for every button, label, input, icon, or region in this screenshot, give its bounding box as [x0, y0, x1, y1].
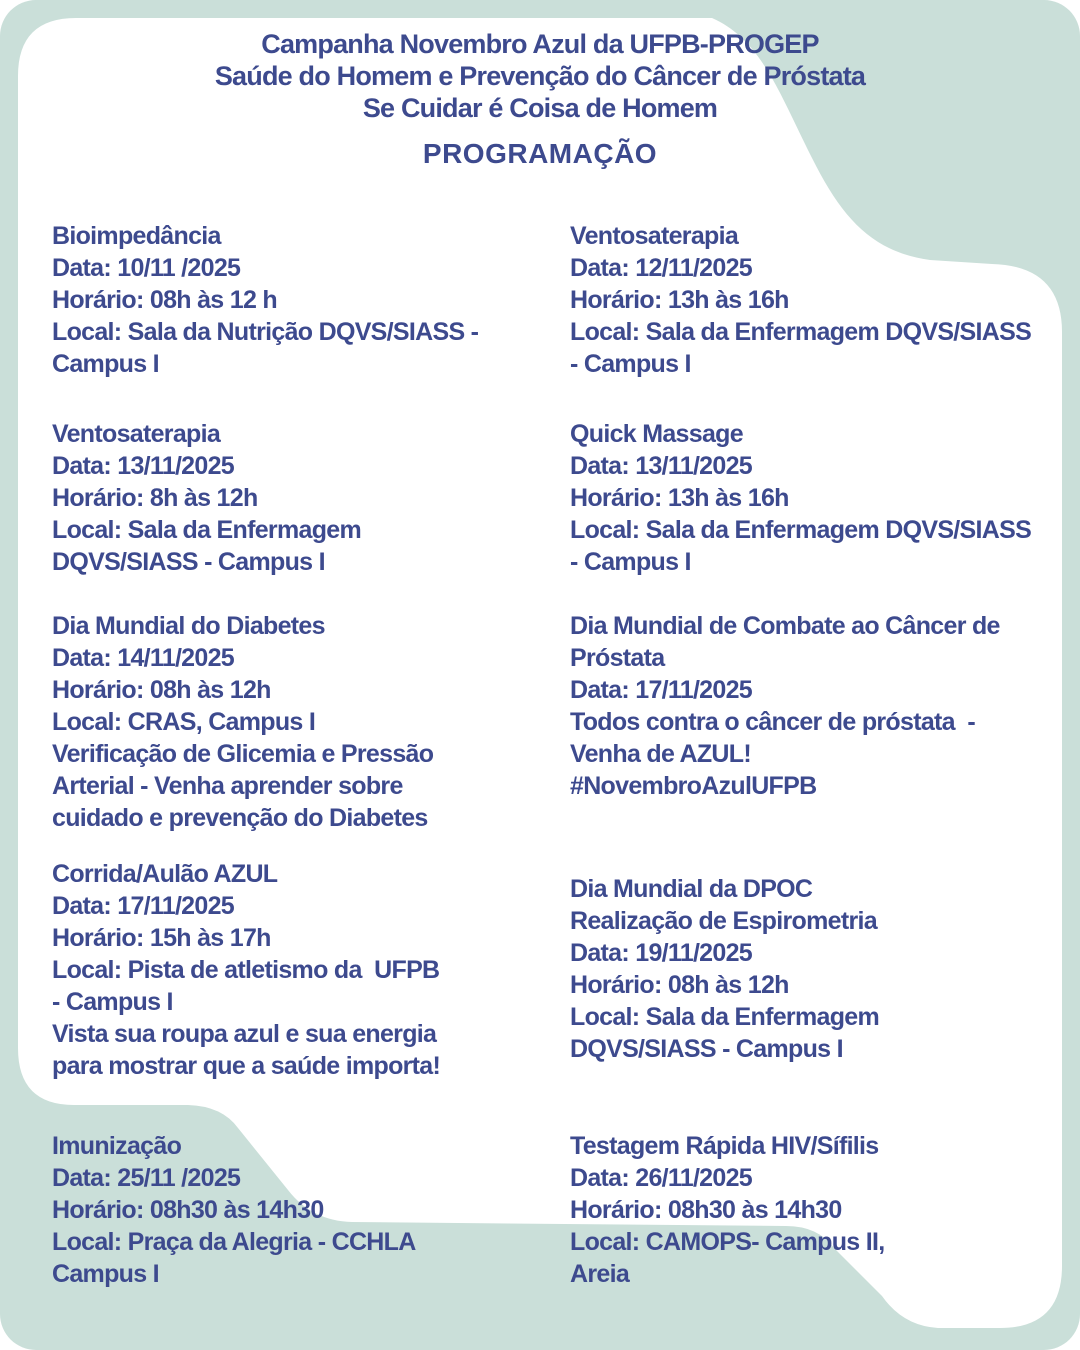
event-title: Imunização — [52, 1132, 182, 1160]
event-detail-line: Venha de AZUL! — [570, 740, 751, 768]
event-detail-line: Local: Sala da Nutrição DQVS/SIASS - — [52, 318, 479, 346]
event-detail-line: Local: Sala da Enfermagem — [52, 516, 362, 544]
event-detail-line: para mostrar que a saúde importa! — [52, 1052, 441, 1080]
event-title: Testagem Rápida HIV/Sífilis — [570, 1132, 879, 1160]
event-detail-line: Local: CRAS, Campus I — [52, 708, 316, 736]
event-detail-line: Data: 13/11/2025 — [52, 452, 235, 480]
event-detail-line: Data: 12/11/2025 — [570, 254, 753, 282]
event-detail-line: Local: Sala da Enfermagem — [570, 1003, 880, 1031]
event-block-dia-diabetes — [52, 610, 433, 834]
event-detail-line: Horário: 08h30 às 14h30 — [570, 1196, 842, 1224]
poster-title-line-3: Se Cuidar é Coisa de Homem — [362, 93, 718, 123]
event-title: Quick Massage — [570, 420, 743, 448]
event-detail-line: Próstata — [570, 644, 665, 672]
event-detail-line: Local: Pista de atletismo da UFPB — [52, 956, 440, 984]
event-detail-line: Horário: 8h às 12h — [52, 484, 258, 512]
event-detail-line: Data: 10/11 /2025 — [52, 254, 241, 282]
event-detail-line: Horário: 08h às 12h — [52, 676, 271, 704]
event-detail-line: Data: 17/11/2025 — [52, 892, 235, 920]
event-detail-line: Verificação de Glicemia e Pressão — [52, 740, 434, 768]
event-title: Bioimpedância — [52, 222, 221, 250]
event-detail-line: Horário: 08h30 às 14h30 — [52, 1196, 324, 1224]
event-detail-line: Areia — [570, 1260, 630, 1288]
event-detail-line: Local: CAMOPS- Campus II, — [570, 1228, 885, 1256]
poster-header — [0, 28, 1080, 124]
event-detail-line: #NovembroAzulUFPB — [570, 772, 817, 800]
event-detail-line: Horário: 13h às 16h — [570, 286, 789, 314]
event-detail-line: DQVS/SIASS - Campus I — [570, 1035, 843, 1063]
event-detail-line: Horário: 08h às 12 h — [52, 286, 277, 314]
event-detail-line: Data: 17/11/2025 — [570, 676, 753, 704]
event-title: Ventosaterapia — [52, 420, 221, 448]
event-detail-line: Data: 25/11 /2025 — [52, 1164, 241, 1192]
event-detail-line: Campus I — [52, 1260, 159, 1288]
event-title: Dia Mundial do Diabetes — [52, 612, 325, 640]
event-detail-line: Local: Sala da Enfermagem DQVS/SIASS — [570, 516, 1032, 544]
event-detail-line: cuidado e prevenção do Diabetes — [52, 804, 428, 832]
event-detail-line: Data: 19/11/2025 — [570, 939, 753, 967]
event-block-bioimpedancia — [52, 220, 478, 380]
event-block-quick-massage — [570, 418, 1031, 578]
event-detail-line: Arterial - Venha aprender sobre — [52, 772, 403, 800]
poster-title-line-1: Campanha Novembro Azul da UFPB-PROGEP — [261, 29, 819, 59]
event-detail-line: Todos contra o câncer de próstata - — [570, 708, 975, 736]
event-detail-line: Campus I — [52, 350, 159, 378]
event-detail-line: Horário: 08h às 12h — [570, 971, 789, 999]
event-detail-line: Data: 14/11/2025 — [52, 644, 235, 672]
event-detail-line: DQVS/SIASS - Campus I — [52, 548, 325, 576]
event-detail-line: Data: 26/11/2025 — [570, 1164, 753, 1192]
event-detail-line: Local: Sala da Enfermagem DQVS/SIASS — [570, 318, 1032, 346]
event-detail-line: Horário: 13h às 16h — [570, 484, 789, 512]
event-block-imunizacao — [52, 1130, 416, 1290]
event-block-testagem-hiv — [570, 1130, 884, 1290]
event-detail-line: Data: 13/11/2025 — [570, 452, 753, 480]
event-detail-line: Vista sua roupa azul e sua energia — [52, 1020, 437, 1048]
event-title: Corrida/Aulão AZUL — [52, 860, 278, 888]
event-detail-line: Realização de Espirometria — [570, 907, 877, 935]
event-block-dia-dpoc — [570, 873, 879, 1065]
event-detail-line: - Campus I — [570, 350, 691, 378]
event-block-ventosaterapia-1 — [570, 220, 1031, 380]
event-detail-line: Local: Praça da Alegria - CCHLA — [52, 1228, 416, 1256]
section-label: PROGRAMAÇÃO — [422, 138, 658, 169]
event-title: Ventosaterapia — [570, 222, 739, 250]
event-title: Dia Mundial de Combate ao Câncer de — [570, 612, 1000, 640]
event-detail-line: Horário: 15h às 17h — [52, 924, 271, 952]
event-title: Dia Mundial da DPOC — [570, 875, 813, 903]
event-block-ventosaterapia-2 — [52, 418, 361, 578]
event-detail-line: - Campus I — [570, 548, 691, 576]
poster-title-line-2: Saúde do Homem e Prevenção do Câncer de Próstata — [214, 61, 866, 91]
event-block-corrida-aulao — [52, 858, 440, 1082]
event-block-dia-cancer-prostata — [570, 610, 1000, 802]
event-detail-line: - Campus I — [52, 988, 173, 1016]
